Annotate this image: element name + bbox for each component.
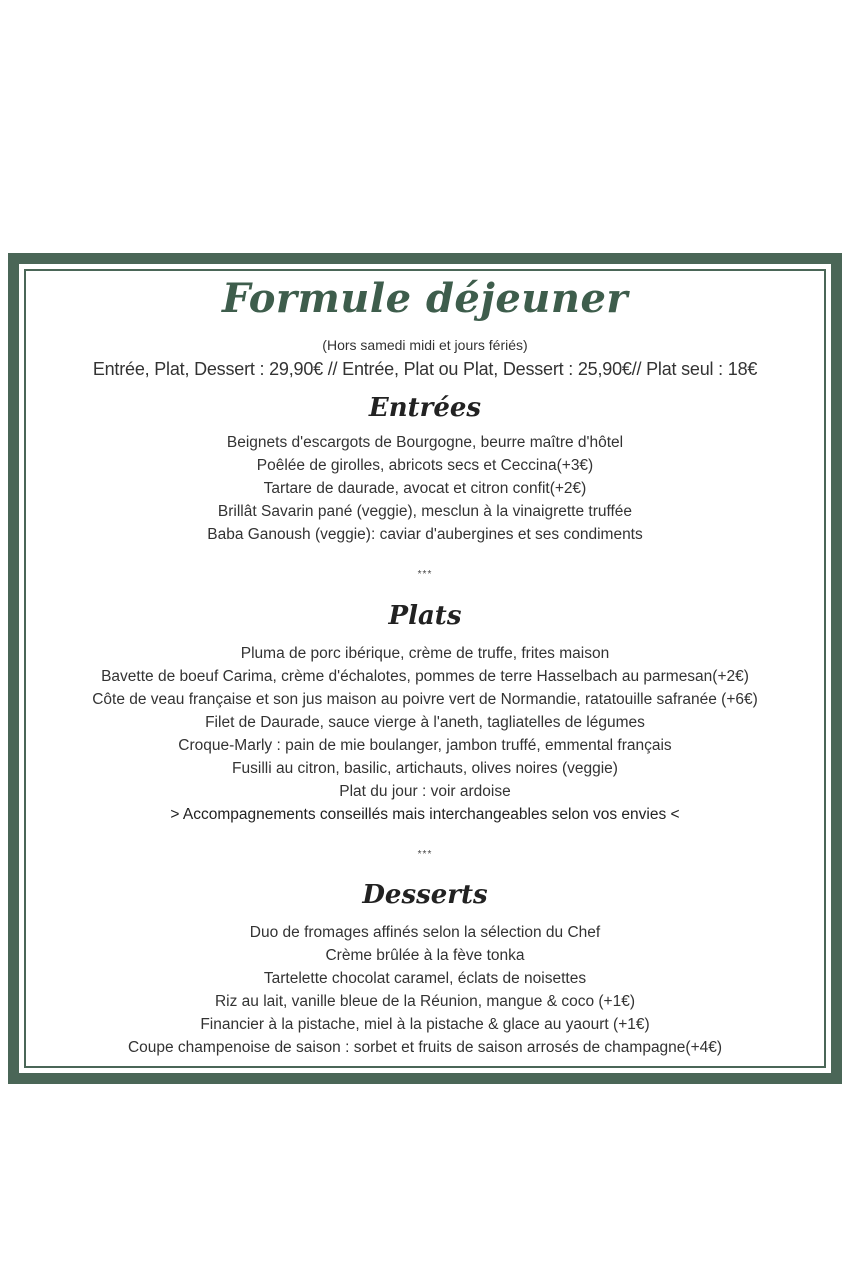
separator-1: *** [417,569,433,580]
list-item: Filet de Daurade, sauce vierge à l'aneth, tagliatelles de légumes [205,714,645,731]
list-item: Brillât Savarin pané (veggie), mesclun à la vinaigrette truffée [217,503,633,520]
list-item: Financier à la pistache, miel à la pistache & glace au yaourt (+1€) [200,1016,650,1033]
list-item: Tartelette chocolat caramel, éclats de noisettes [263,970,587,987]
section-title-entrees: Entrées [368,393,482,423]
section-title-plats: Plats [388,601,462,631]
list-item: Croque-Marly : pain de mie boulanger, jambon truffé, emmental français [178,737,672,754]
list-item: Tartare de daurade, avocat et citron confit(+2€) [263,480,587,497]
desserts-list [8,921,842,1059]
list-item: Bavette de boeuf Carima, crème d'échalotes, pommes de terre Hasselbach au parmesan(+2€) [101,668,749,685]
list-item: Plat du jour : voir ardoise [339,783,511,800]
list-item: Coupe champenoise de saison : sorbet et fruits de saison arrosés de champagne(+4€) [127,1039,723,1056]
plats-list [8,642,842,826]
section-title-desserts: Desserts [362,880,488,910]
entrees-list [8,431,842,546]
accompaniments-note: > Accompagnements conseillés mais interchangeables selon vos envies < [170,806,680,823]
list-item: Fusilli au citron, basilic, artichauts, olives noires (veggie) [232,760,618,777]
list-item: Crème brûlée à la fève tonka [325,947,525,964]
list-item: Pluma de porc ibérique, crème de truffe, frites maison [240,645,610,662]
menu-content [8,253,842,1084]
menu-prices: Entrée, Plat, Dessert : 29,90€ // Entrée, Plat ou Plat, Dessert : 25,90€// Plat seul : 18€ [92,359,758,379]
menu-subtitle: (Hors samedi midi et jours fériés) [322,337,528,353]
list-item: Beignets d'escargots de Bourgogne, beurre maître d'hôtel [226,434,624,451]
list-item: Côte de veau française et son jus maison au poivre vert de Normandie, ratatouille safranée (+6€) [92,691,758,708]
separator-2: *** [417,849,433,860]
list-item: Baba Ganoush (veggie): caviar d'aubergines et ses condiments [207,526,643,543]
list-item: Riz au lait, vanille bleue de la Réunion, mangue & coco (+1€) [214,993,636,1010]
list-item: Duo de fromages affinés selon la sélection du Chef [249,924,601,941]
list-item: Poêlée de girolles, abricots secs et Ceccina(+3€) [256,457,594,474]
menu-title: Formule déjeuner [222,275,628,322]
